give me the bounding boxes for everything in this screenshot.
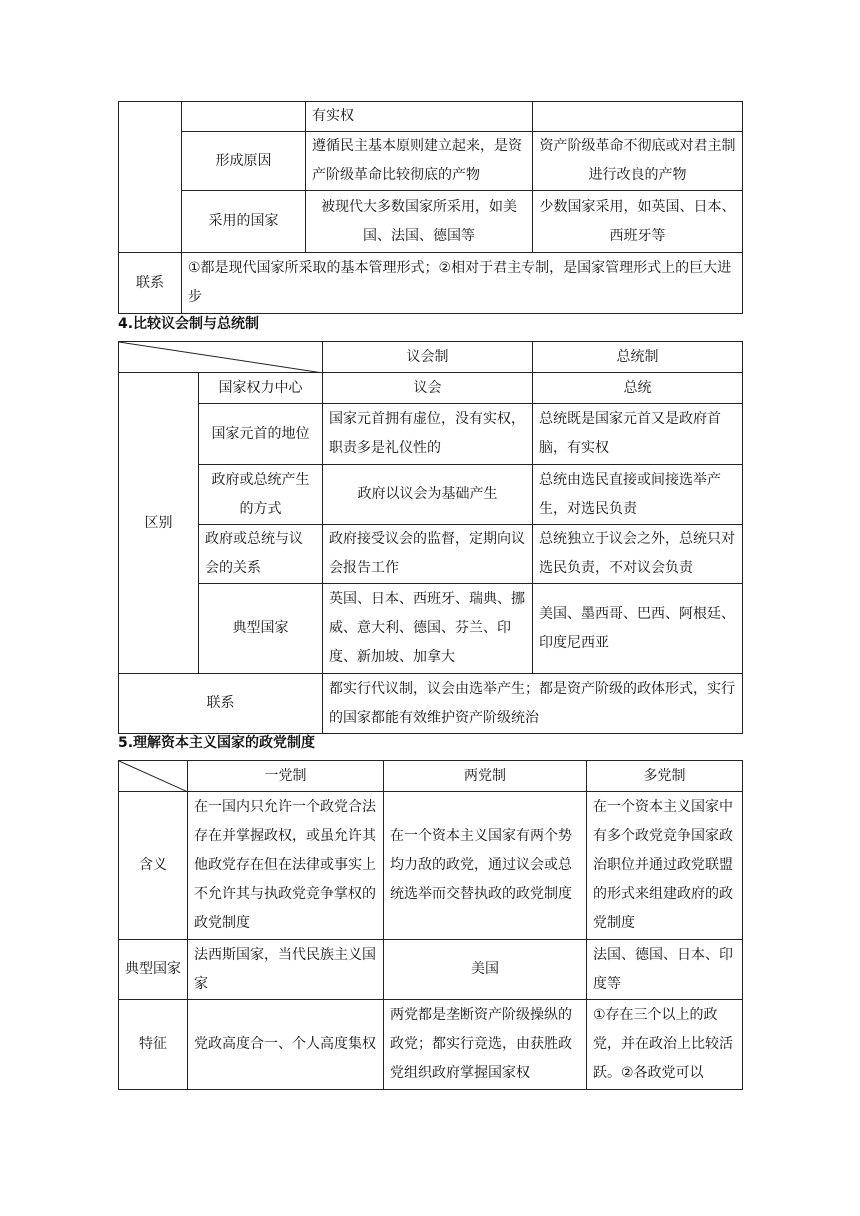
table-cell: 资产阶级革命不彻底或对君主制进行改良的产物	[533, 132, 743, 191]
diagonal-header-cell	[119, 342, 323, 373]
table-cell: 遵循民主基本原则建立起来，是资产阶级革命比较彻底的产物	[306, 132, 533, 191]
table-cell: 总统独立于议会之外，总统只对选民负责，不对议会负责	[533, 525, 743, 584]
row-label: 含义	[119, 792, 188, 940]
diagonal-line	[119, 761, 188, 792]
table-cell	[533, 102, 743, 132]
table-cell: 政府接受议会的监督，定期向议会报告工作	[323, 525, 533, 584]
table-cell: 总统由选民直接或间接选举产生，对选民负责	[533, 465, 743, 525]
table-cell: 在一个资本主义国家有两个势均力敌的政党，通过议会或总统选举而交替执政的政党制度	[384, 792, 587, 940]
row-label-countries: 采用的国家	[182, 191, 306, 253]
column-header: 一党制	[188, 761, 384, 792]
table-cell: 英国、日本、西班牙、瑞典、挪威、意大利、德国、芬兰、印度、新加坡、加拿大	[323, 584, 533, 674]
table-cell: 美国	[384, 940, 587, 1000]
table-cell: 总统	[533, 373, 743, 404]
table-cell: 少数国家采用，如英国、日本、西班牙等	[533, 191, 743, 253]
row-label: 国家元首的地位	[199, 404, 323, 465]
table-cell-empty	[119, 102, 182, 253]
table-cell: 两党都是垄断资产阶级操纵的政党；都实行竞选，由获胜政党组织政府掌握国家权	[384, 1000, 587, 1090]
row-label-link: 联系	[119, 253, 182, 314]
table-cell: 议会	[323, 373, 533, 404]
table-cell: ①存在三个以上的政党，并在政治上比较活跃。②各政党可以	[587, 1000, 743, 1090]
table-cell: 政府以议会为基础产生	[323, 465, 533, 525]
row-label: 典型国家	[199, 584, 323, 674]
column-header: 议会制	[323, 342, 533, 373]
table-cell: 有实权	[306, 102, 533, 132]
comparison-table-continued	[118, 101, 743, 314]
parliament-president-table	[118, 341, 743, 734]
table-cell: 美国、墨西哥、巴西、阿根廷、印度尼西亚	[533, 584, 743, 674]
column-header: 总统制	[533, 342, 743, 373]
column-header: 两党制	[384, 761, 587, 792]
row-label: 特征	[119, 1000, 188, 1090]
table-cell: 总统既是国家元首又是政府首脑，有实权	[533, 404, 743, 465]
table-cell-empty	[182, 102, 306, 132]
group-label: 区别	[119, 373, 199, 674]
table-cell: 在一个资本主义国家中有多个政党竞争国家政治职位并通过政党联盟的形式来组建政府的政党制度	[587, 792, 743, 940]
row-label: 政府或总统与议会的关系	[199, 525, 323, 584]
table-cell: 法西斯国家，当代民族主义国家	[188, 940, 384, 1000]
table-cell: 法国、德国、日本、印度等	[587, 940, 743, 1000]
row-label-link: 联系	[119, 674, 323, 734]
row-label-cause: 形成原因	[182, 132, 306, 191]
party-system-table	[118, 760, 743, 1090]
table-cell: 党政高度合一、个人高度集权	[188, 1000, 384, 1090]
row-label: 政府或总统产生的方式	[199, 465, 323, 525]
diagonal-line	[119, 342, 323, 373]
table-cell: 国家元首拥有虚位，没有实权，职责多是礼仪性的	[323, 404, 533, 465]
column-header: 多党制	[587, 761, 743, 792]
section-heading: 5.理解资本主义国家的政党制度	[118, 735, 316, 751]
table-cell: 被现代大多数国家所采用，如美国、法国、德国等	[306, 191, 533, 253]
table-cell: 都实行代议制，议会由选举产生；都是资产阶级的政体形式，实行的国家都能有效维护资产阶级统治	[323, 674, 743, 734]
row-label: 典型国家	[119, 940, 188, 1000]
diagonal-header-cell	[119, 761, 188, 792]
section-heading: 4.比较议会制与总统制	[118, 316, 260, 332]
table-cell: ①都是现代国家所采取的基本管理形式；②相对于君主专制，是国家管理形式上的巨大进步	[182, 253, 743, 314]
row-label: 国家权力中心	[199, 373, 323, 404]
table-cell: 在一国内只允许一个政党合法存在并掌握政权，或虽允许其他政党存在但在法律或事实上不允许其与执政党竞争掌权的政党制度	[188, 792, 384, 940]
